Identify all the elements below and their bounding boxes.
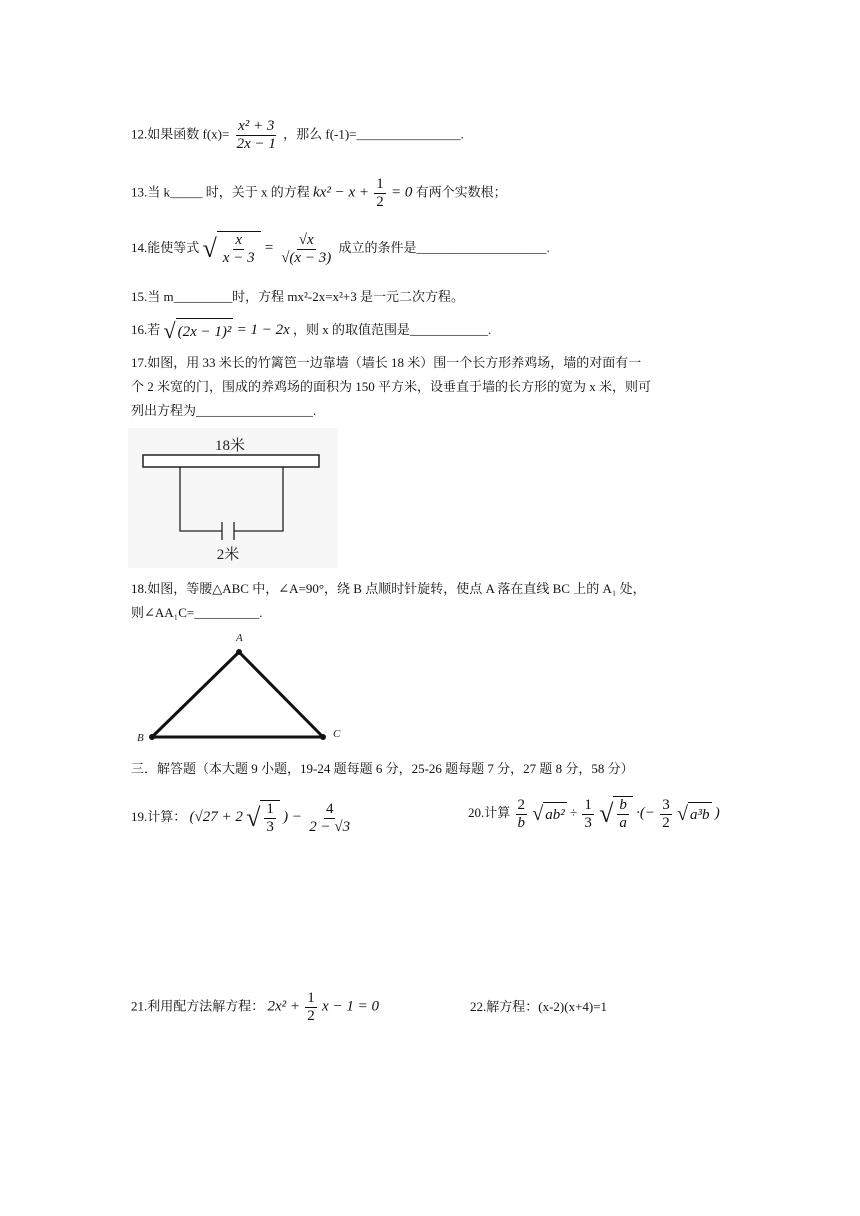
q20-r2-num: b [619,797,627,813]
q17-line-3: 列出方程为__________________. [131,403,317,418]
q13-suffix: 有两个实数根； [415,184,507,200]
q20-r2-den: a [619,815,627,831]
q18-line-2: 则∠AA₁C=__________. [131,605,263,620]
q17-line-1: 17.如图，用 33 米长的竹篱笆一边靠墙（墙长 18 米）围一个长方形养鸡场，墙的对面有一 [131,355,642,370]
q12-prefix: 12.如果函数 f(x)= [131,126,230,142]
q14-fraction-1 [221,232,257,267]
q20-divide: ÷ [570,804,578,820]
q16-prefix: 16.若 [131,321,161,337]
q14-suffix: 成立的条件是____________________. [338,239,550,255]
q19-expr-a: (√27 + 2 [189,808,243,825]
q20-r1: ab² [545,806,565,823]
q19-r-num: 1 [266,801,274,817]
gate-width-label: 2米 [216,547,240,563]
q16-suffix: ，则 x 的取值范围是____________. [293,321,492,337]
q14-equals: = [263,239,274,256]
q14-f2-den: √(x − 3) [281,249,332,266]
q12-denominator: 2x − 1 [236,136,276,152]
vertex-a-label: A [236,632,243,644]
q20-dot: ·(− [636,804,656,821]
vertex-b-label: B [137,732,144,744]
question-22: 22.解方程：(x-2)(x+4)=1 [470,999,608,1014]
q20-radical-1: √ ab² [532,803,565,825]
q20-f3-num: 3 [662,796,670,813]
q13-prefix: 13.当 k_____ 时，关于 x 的方程 [131,184,310,200]
q13-equation-right: = 0 [390,184,413,201]
q14-radical: √ $\frac{x}{x - 3}$ [203,231,261,267]
q13-frac-den: 2 [376,194,384,210]
q20-f2-den: 3 [584,814,592,831]
q14-prefix: 14.能使等式 [131,239,200,255]
q20-f3-den: 2 [662,814,670,831]
q20-radical-3: √ a³b [677,803,710,825]
q16-radical: √ (2x − 1)² [163,318,232,343]
question-12 [131,118,464,153]
q13-fraction [374,176,386,211]
q20-radical-2: √ $\frac{b}{a}$ [599,796,633,832]
triangle-abc-figure [130,628,350,748]
question-19 [131,800,354,836]
question-21 [131,990,379,1025]
q20-f2-num: 1 [584,796,592,813]
q21-f-num: 1 [307,990,315,1006]
vertex-c-label: C [333,728,341,740]
q14-f2-num: √x [298,231,314,248]
q21-prefix: 21.利用配方法解方程： [131,998,265,1014]
wall-length-label: 18米 [214,438,246,454]
triangle-abc [152,652,323,737]
q20-f1-num: 2 [517,796,526,813]
q21-eq-a: 2x² + [267,998,301,1015]
question-15: 15.当 m_________时，方程 mx²-2x=x²+3 是一元二次方程。 [131,289,465,304]
q17-line-2: 个 2 米宽的门，围成的养鸡场的面积为 150 平方米，设垂直于墙的长方形的宽为 x 米，则可 [131,379,652,394]
question-20 [468,796,720,832]
q19-expr-b: ) − [283,808,303,825]
q12-suffix: ，那么 f(-1)=________________. [283,126,464,142]
section-3-heading: 三．解答题（本大题 9 小题，19-24 题每题 6 分，25-26 题每题 7 分，27 题 8 分，58 分） [131,761,634,776]
q19-r-den: 3 [266,819,274,835]
q19-fraction [307,801,352,836]
q12-numerator: x² + 3 [238,118,275,134]
q20-f1-den: b [517,814,526,831]
q16-rhs: = 1 − 2x [236,321,290,338]
wall-rect [143,455,319,467]
q21-eq-b: x − 1 = 0 [322,998,379,1015]
q21-f-den: 2 [307,1008,315,1024]
q20-r3: a³b [690,806,710,823]
q14-fraction-2 [279,232,333,267]
q20-close: ) [714,804,720,821]
q19-f-den: 2 − √3 [309,818,351,835]
q20-prefix: 20.计算 [468,804,511,820]
q14-f1-den: x − 3 [222,250,255,266]
question-16 [131,318,491,344]
q19-f-num: 4 [325,800,334,817]
q19-radical: √ $\frac{1}{3}$ [246,800,280,836]
q18-line-1: 18.如图，等腰△ABC 中，∠A=90°，绕 B 点顺时针旋转，使点 A 落在直线 BC 上的 A₁ 处， [131,581,646,596]
question-14 [131,231,550,267]
q12-fraction [235,118,278,153]
q13-frac-num: 1 [376,176,384,192]
q19-prefix: 19.计算： [131,808,187,824]
q14-f1-num: x [235,232,243,248]
q16-radicand: (2x − 1)² [177,323,232,340]
question-13 [131,176,507,211]
q13-equation-left: kx² − x + [313,184,369,201]
chicken-farm-figure [128,428,338,568]
